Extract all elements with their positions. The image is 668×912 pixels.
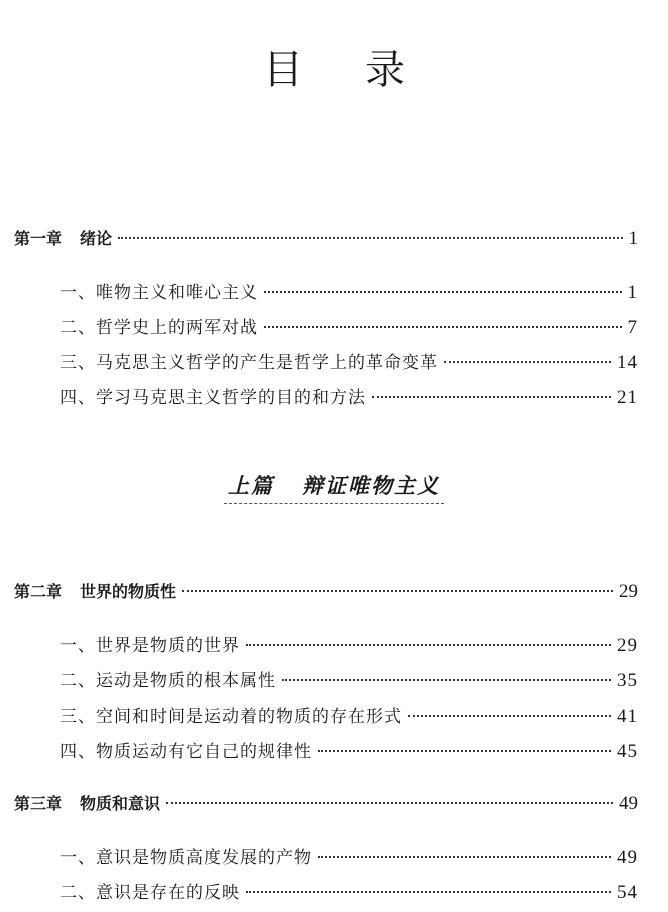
page-number: 29 xyxy=(617,635,638,656)
section-label: 四、物质运动有它自己的规律性 xyxy=(60,742,312,762)
page-number: 45 xyxy=(617,741,638,762)
toc-section[interactable] xyxy=(60,383,638,409)
page-number: 14 xyxy=(617,352,638,373)
dot-leader xyxy=(264,291,622,293)
part-heading[interactable] xyxy=(0,470,668,504)
dot-leader xyxy=(408,715,611,717)
page-number: 7 xyxy=(627,317,638,338)
dot-leader xyxy=(118,237,622,239)
chapter-name: 绪论 xyxy=(80,229,113,248)
dot-leader xyxy=(246,644,611,646)
dot-leader xyxy=(246,891,611,893)
section-label: 一、唯物主义和唯心主义 xyxy=(60,283,258,303)
toc-section[interactable] xyxy=(60,843,638,869)
page-number: 1 xyxy=(628,228,638,249)
page-number: 49 xyxy=(619,793,638,814)
toc-section[interactable] xyxy=(60,702,638,728)
dot-leader xyxy=(318,856,611,858)
toc-section[interactable] xyxy=(60,666,638,692)
section-label: 一、意识是物质高度发展的产物 xyxy=(60,848,312,868)
page-number: 29 xyxy=(619,581,638,602)
dot-leader xyxy=(264,326,622,328)
toc-section[interactable] xyxy=(60,631,638,657)
toc-section[interactable] xyxy=(60,878,638,904)
dot-leader xyxy=(444,361,611,363)
section-label: 三、马克思主义哲学的产生是哲学上的革命变革 xyxy=(60,353,438,373)
toc-chapter-1[interactable] xyxy=(14,226,638,250)
section-label: 二、运动是物质的根本属性 xyxy=(60,671,276,691)
page-title xyxy=(0,38,668,95)
chapter-name: 物质和意识 xyxy=(80,794,161,813)
section-label: 二、哲学史上的两军对战 xyxy=(60,318,258,338)
toc-section[interactable] xyxy=(60,278,638,304)
chapter-number: 第三章 xyxy=(14,794,63,813)
page-number: 41 xyxy=(617,706,638,727)
section-label: 一、世界是物质的世界 xyxy=(60,636,240,656)
toc-section[interactable] xyxy=(60,737,638,763)
chapter-number: 第一章 xyxy=(14,229,63,248)
toc-section[interactable] xyxy=(60,313,638,339)
part-name: 上篇 xyxy=(228,473,274,498)
chapter-name: 世界的物质性 xyxy=(80,582,177,601)
page-number: 21 xyxy=(617,387,638,408)
title-char-2: 录 xyxy=(365,47,405,93)
section-label: 三、空间和时间是运动着的物质的存在形式 xyxy=(60,707,402,727)
dot-leader xyxy=(318,750,611,752)
toc-section[interactable] xyxy=(60,348,638,374)
toc-chapter-2[interactable] xyxy=(14,579,638,603)
page-number: 1 xyxy=(627,282,638,303)
chapter-number: 第二章 xyxy=(14,582,63,601)
page-number: 54 xyxy=(617,882,638,903)
page-number: 35 xyxy=(617,670,638,691)
toc-chapter-3[interactable] xyxy=(14,791,638,815)
dot-leader xyxy=(282,679,611,681)
section-label: 四、学习马克思主义哲学的目的和方法 xyxy=(60,388,366,408)
part-subtitle: 辩证唯物主义 xyxy=(302,473,440,498)
dot-leader xyxy=(182,590,613,592)
title-char-1: 目 xyxy=(263,47,303,93)
section-label: 二、意识是存在的反映 xyxy=(60,883,240,903)
dot-leader xyxy=(166,802,613,804)
dot-leader xyxy=(372,396,611,398)
page-number: 49 xyxy=(617,847,638,868)
